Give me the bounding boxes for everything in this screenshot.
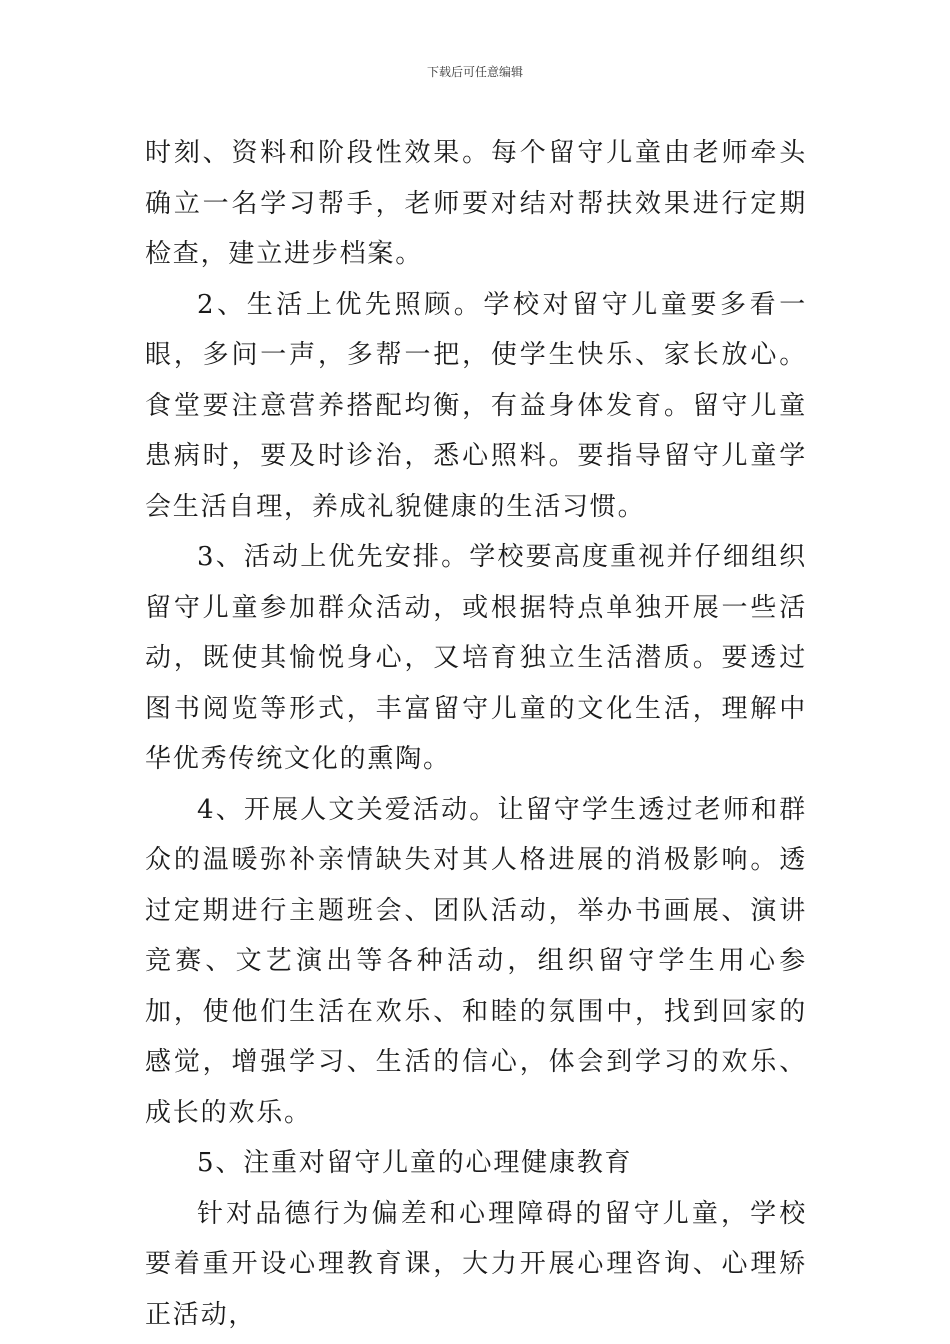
paragraph-life-care: 2、生活上优先照顾。学校对留守儿童要多看一眼，多问一声，多帮一把，使学生快乐、家长放心。食堂要注意营养搭配均衡，有益身体发育。留守儿童患病时，要及时诊治，悉心照料。要指导留守儿童学会生活自理，养成礼貌健康的生活习惯。	[145, 289, 807, 522]
paragraph-humanistic-care: 4、开展人文关爱活动。让留守学生透过老师和群众的温暖弥补亲情缺失对其人格进展的消极影响。透过定期进行主题班会、团队活动，举办书画展、演讲竞赛、文艺演出等各种活动，组织留守学生用心参加，使他们生活在欢乐、和睦的氛围中，找到回家的感觉，增强学习、生活的信心，体会到学习的欢乐、成长的欢乐。	[145, 794, 807, 1128]
document-body	[145, 128, 807, 1340]
paragraph-study-buddy: 时刻、资料和阶段性效果。每个留守儿童由老师牵头确立一名学习帮手，老师要对结对帮扶效果进行定期检查，建立进步档案。	[145, 138, 807, 269]
paragraph-activities: 3、活动上优先安排。学校要高度重视并仔细组织留守儿童参加群众活动，或根据特点单独开展一些活动，既使其愉悦身心，又培育独立生活潜质。要透过图书阅览等形式，丰富留守儿童的文化生活，理解中华优秀传统文化的熏陶。	[145, 542, 807, 774]
page-header: 下载后可任意编辑	[426, 65, 523, 79]
paragraph-mental-health: 针对品德行为偏差和心理障碍的留守儿童，学校要着重开设心理教育课，大力开展心理咨询、心理矫正活动，	[145, 1198, 807, 1330]
paragraph-mental-health-heading: 5、注重对留守儿童的心理健康教育	[197, 1148, 633, 1178]
